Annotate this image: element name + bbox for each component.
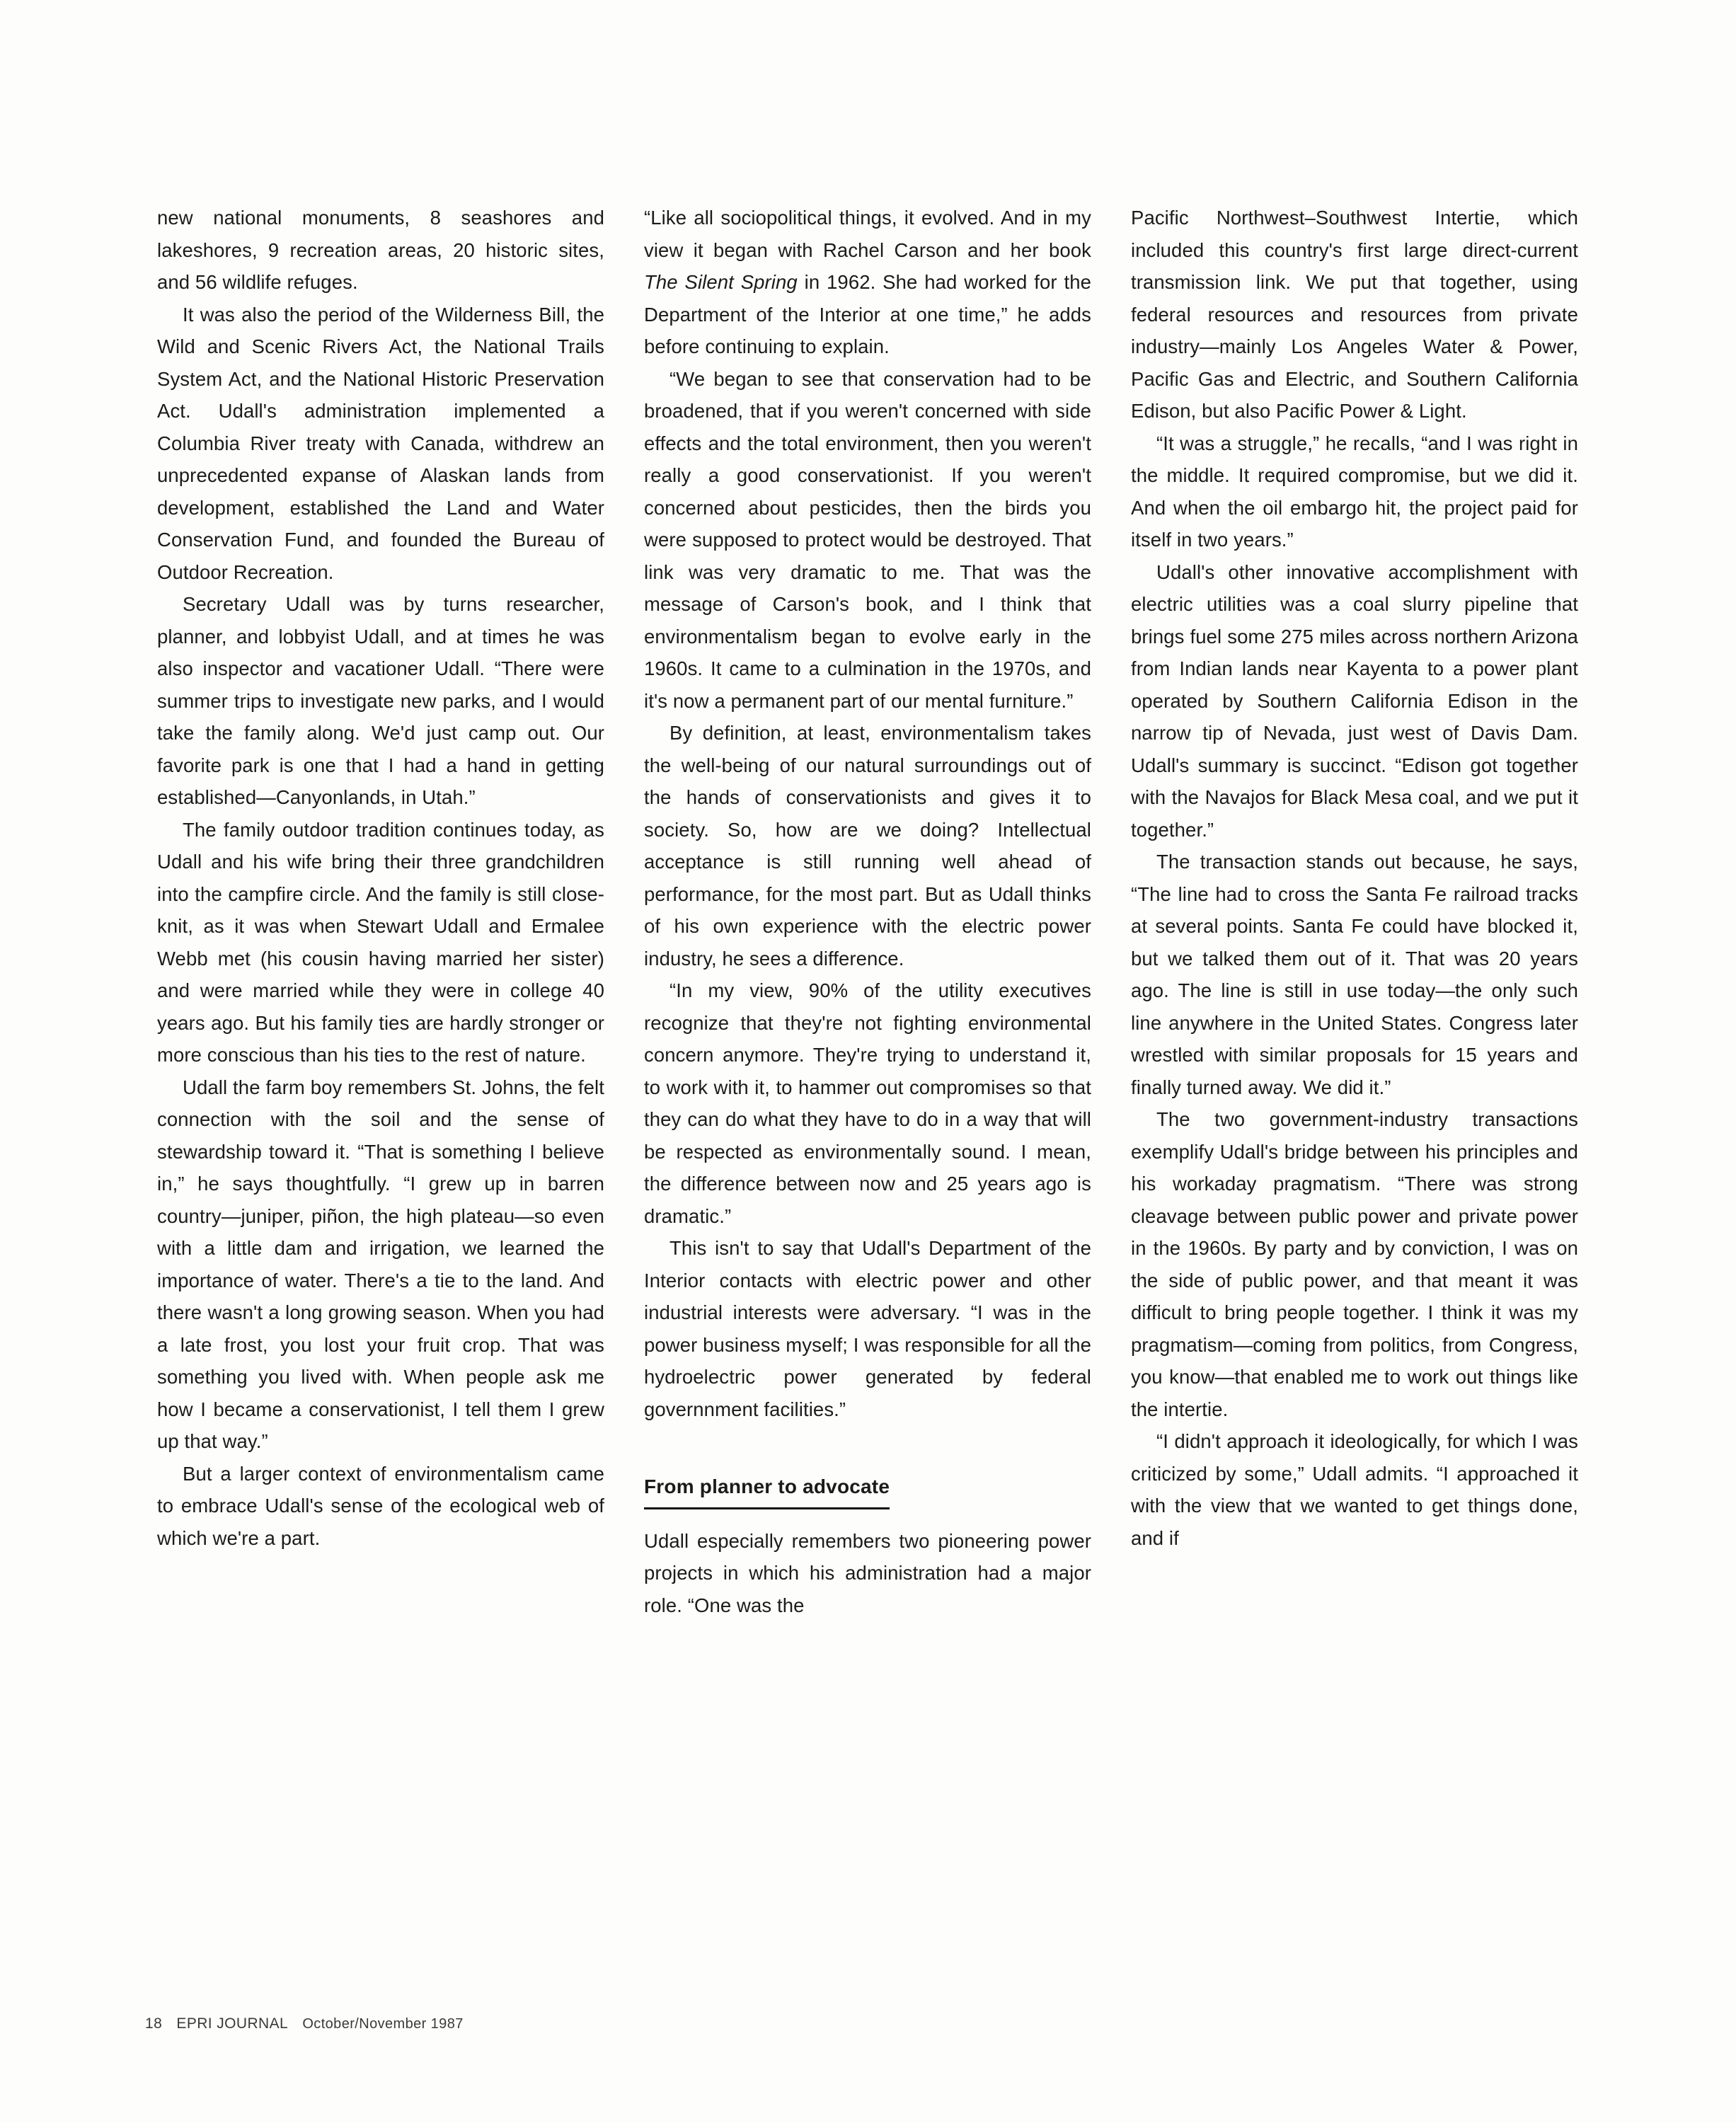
article-body <box>157 202 1580 1621</box>
paragraph: “We began to see that conservation had to be broadened, that if you weren't concerned with side effects and the total environment, then you weren't really a good conservationist. If you weren't concerned about pesticides, then the birds you were supposed to protect would be destroyed. That link was very dramatic to me. That was the message of Carson's book, and I think that environmentalism began to evolve early in the 1960s. It came to a culmination in the 1970s, and it's now a permanent part of our mental furniture.” <box>644 367 1091 712</box>
section-heading: From planner to advocate <box>644 1471 890 1509</box>
paragraph: The family outdoor tradition continues today, as Udall and his wife bring their three grandchildren into the campfire circle. And the family is still close-knit, as it was when Stewart Udall and Ermalee Webb met (his cousin having married her sister) and were married while they were in college 40 years ago. But his family ties are hardly stronger or more conscious than his ties to the rest of nature. <box>157 818 604 1066</box>
paragraph: Udall's other innovative accomplishment with electric utilities was a coal slurry pipeline that brings fuel some 275 miles across northern Arizona from Indian lands near Kayenta to a power plant operated by Southern California Edison in the narrow tip of Nevada, just west of Davis Dam. Udall's summary is succinct. “Edison got together with the Navajos for Black Mesa coal, and we put it together.” <box>1131 560 1578 841</box>
paragraph: But a larger context of environmentalism came to embrace Udall's sense of the ecological web of which we're a part. <box>157 1462 604 1549</box>
page-footer <box>145 2015 464 2032</box>
book-title: The Silent Spring <box>644 271 798 293</box>
paragraph: Udall especially remembers two pioneering power projects in which his administration had a major role. “One was the <box>644 1529 1091 1616</box>
paragraph: “It was a struggle,” he recalls, “and I was right in the middle. It required compromise, but we did it. And when the oil embargo hit, the project paid for itself in two years.” <box>1131 432 1578 551</box>
paragraph: Udall the farm boy remembers St. Johns, the felt connection with the soil and the sense of stewardship toward it. “That is something I believe in,” he says thoughtfully. “I grew up in barren country—juniper, piñon, the high plateau—so even with a little dam and irrigation, we learned the importance of water. There's a tie to the land. And there wasn't a long growing season. When you had a late frost, you lost your fruit crop. That was something you lived with. When people ask me how I became a conservationist, I tell them I grew up that way.” <box>157 1076 604 1452</box>
paragraph: The transaction stands out because, he says, “The line had to cross the Santa Fe railroad tracks at several points. Santa Fe could have blocked it, but we talked them out of it. That was 20 years ago. The line is still in use today—the only such line anywhere in the United States. Congress later wrestled with similar proposals for 15 years and finally turned away. We did it.” <box>1131 851 1578 1098</box>
paragraph: Pacific Northwest–Southwest Intertie, which included this country's first large direct-current transmission link. We put that together, using federal resources and resources from private industry—mainly Los Angeles Water & Power, Pacific Gas and Electric, and Southern California Edison, but also Pacific Power & Light. <box>1131 207 1578 422</box>
paragraph <box>644 202 1091 363</box>
page-number: 18 <box>145 2015 163 2032</box>
paragraph-text-part: “Like all sociopolitical things, it evolved. And in my view it began with Rachel Carson and her book <box>644 207 1091 261</box>
paragraph: By definition, at least, environmentalism takes the well-being of our natural surroundings out of the hands of conservationists and gives it to society. So, how are we doing? Intellectual acceptance is still running well ahead of performance, for the most part. But as Udall thinks of his own experience with the electric power industry, he sees a difference. <box>644 722 1091 970</box>
section-heading-wrap <box>644 1446 1091 1519</box>
paragraph: The two government-industry transactions exemplify Udall's bridge between his principles and his workaday pragmatism. “There was strong cleavage between public power and private power in the 1960s. By party and by conviction, I was on the side of public power, and that meant it was difficult to bring people together. I think it was my pragmatism—coming from politics, from Congress, you know—that enabled me to work out things like the intertie. <box>1131 1108 1578 1420</box>
paragraph: “I didn't approach it ideologically, for which I was criticized by some,” Udall admits. “I approached it with the view that we wanted to get things done, and if <box>1131 1430 1578 1549</box>
paragraph-text-part: in 1962. She had worked for the Department of the Interior at one time,” he adds before continuing to explain. <box>644 271 1091 357</box>
paragraph: new national monuments, 8 seashores and lakeshores, 9 recreation areas, 20 historic sites, and 56 wildlife refuges. <box>157 207 604 293</box>
issue-date: October/November 1987 <box>302 2016 464 2032</box>
paragraph: Secretary Udall was by turns researcher, planner, and lobbyist Udall, and at times he was also inspector and vacationer Udall. “There were summer trips to investigate new parks, and I would take the family along. We'd just camp out. Our favorite park is one that I had a hand in getting established—Canyonlands, in Utah.” <box>157 593 604 808</box>
column-right <box>1131 202 1578 1621</box>
publication-name: EPRI JOURNAL <box>176 2015 289 2032</box>
column-center <box>644 202 1091 1621</box>
paragraph: “In my view, 90% of the utility executives recognize that they're not fighting environmental concern anymore. They're trying to understand it, to work with it, to hammer out compromises so that they can do what they have to do in a way that will be respected as environmentally sound. I mean, the difference between now and 25 years ago is dramatic.” <box>644 979 1091 1227</box>
column-left <box>157 202 604 1621</box>
paragraph: This isn't to say that Udall's Department of the Interior contacts with electric power and other industrial interests were adversary. “I was in the power business myself; I was responsible for all the hydroelectric power generated by federal governnment facilities.” <box>644 1237 1091 1420</box>
paragraph: It was also the period of the Wilderness Bill, the Wild and Scenic Rivers Act, the National Trails System Act, and the National Historic Preservation Act. Udall's administration implemented a Columbia River treaty with Canada, withdrew an unprecedented expanse of Alaskan lands from development, established the Land and Water Conservation Fund, and founded the Bureau of Outdoor Recreation. <box>157 303 604 583</box>
